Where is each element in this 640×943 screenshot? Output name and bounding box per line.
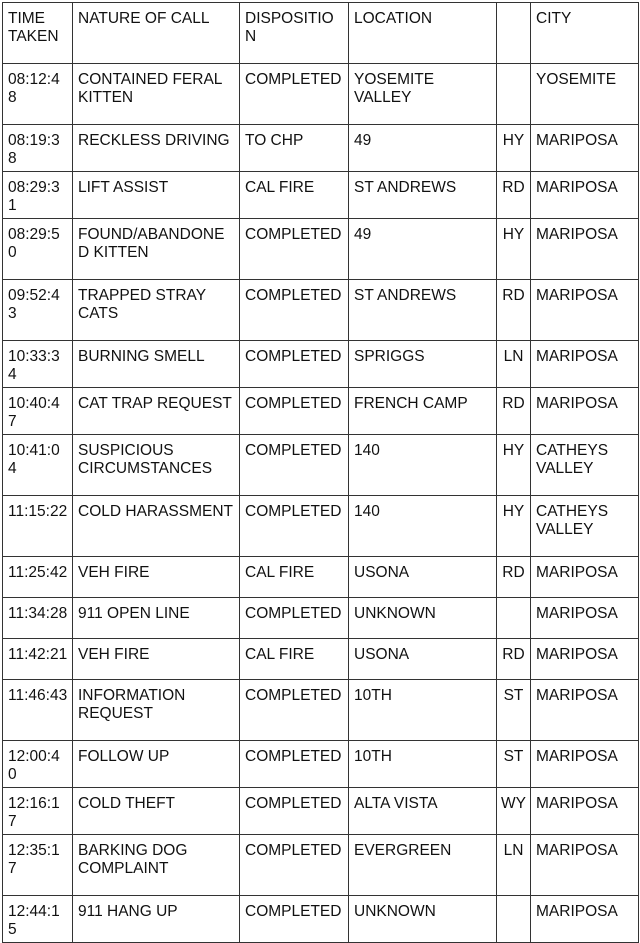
cell-location: ST ANDREWS — [349, 280, 497, 341]
cell-location: USONA — [349, 557, 497, 598]
table-row — [3, 496, 639, 557]
cell-location: 49 — [349, 125, 497, 172]
cell-nature-of-call: 911 OPEN LINE — [73, 598, 240, 639]
cell-time-taken: 12:16:17 — [3, 788, 73, 835]
cell-street-suffix: ST — [497, 680, 531, 741]
cell-city: MARIPOSA — [531, 896, 639, 943]
cell-nature-of-call: VEH FIRE — [73, 639, 240, 680]
cell-street-suffix: WY — [497, 788, 531, 835]
cell-location: YOSEMITE VALLEY — [349, 64, 497, 125]
cell-street-suffix: HY — [497, 219, 531, 280]
cell-city: CATHEYS VALLEY — [531, 435, 639, 496]
table-row — [3, 557, 639, 598]
table-row — [3, 788, 639, 835]
cell-city: MARIPOSA — [531, 125, 639, 172]
cell-nature-of-call: LIFT ASSIST — [73, 172, 240, 219]
cell-time-taken: 08:29:31 — [3, 172, 73, 219]
cell-street-suffix: RD — [497, 557, 531, 598]
header-location: LOCATION — [349, 3, 497, 64]
cell-location: USONA — [349, 639, 497, 680]
table-header — [3, 3, 639, 64]
header-disposition: DISPOSITION — [240, 3, 349, 64]
cell-location: ALTA VISTA — [349, 788, 497, 835]
cell-nature-of-call: FOLLOW UP — [73, 741, 240, 788]
cell-nature-of-call: SUSPICIOUS CIRCUMSTANCES — [73, 435, 240, 496]
cell-city: CATHEYS VALLEY — [531, 496, 639, 557]
cell-city: MARIPOSA — [531, 788, 639, 835]
table-row — [3, 172, 639, 219]
table-row — [3, 896, 639, 943]
cell-time-taken: 12:00:40 — [3, 741, 73, 788]
cell-nature-of-call: RECKLESS DRIVING — [73, 125, 240, 172]
cell-street-suffix: ST — [497, 741, 531, 788]
cell-disposition: CAL FIRE — [240, 639, 349, 680]
cell-nature-of-call: BARKING DOG COMPLAINT — [73, 835, 240, 896]
cell-time-taken: 08:29:50 — [3, 219, 73, 280]
table-row — [3, 680, 639, 741]
cell-nature-of-call: COLD HARASSMENT — [73, 496, 240, 557]
cell-location: 140 — [349, 496, 497, 557]
cell-location: UNKNOWN — [349, 896, 497, 943]
cell-city: MARIPOSA — [531, 172, 639, 219]
table-row — [3, 341, 639, 388]
table-row — [3, 125, 639, 172]
table-row — [3, 64, 639, 125]
cell-disposition: CAL FIRE — [240, 557, 349, 598]
cell-city: MARIPOSA — [531, 388, 639, 435]
table-row — [3, 835, 639, 896]
cell-disposition: COMPLETED — [240, 680, 349, 741]
cell-street-suffix — [497, 896, 531, 943]
cell-nature-of-call: COLD THEFT — [73, 788, 240, 835]
cell-nature-of-call: 911 HANG UP — [73, 896, 240, 943]
cell-location: EVERGREEN — [349, 835, 497, 896]
cell-city: MARIPOSA — [531, 741, 639, 788]
header-row — [3, 3, 639, 64]
cell-time-taken: 12:35:17 — [3, 835, 73, 896]
table-row — [3, 388, 639, 435]
cell-disposition: COMPLETED — [240, 896, 349, 943]
cell-nature-of-call: VEH FIRE — [73, 557, 240, 598]
cell-street-suffix: RD — [497, 280, 531, 341]
cell-disposition: COMPLETED — [240, 280, 349, 341]
cell-time-taken: 11:15:22 — [3, 496, 73, 557]
cell-street-suffix: HY — [497, 496, 531, 557]
cell-city: MARIPOSA — [531, 219, 639, 280]
cell-time-taken: 08:12:48 — [3, 64, 73, 125]
cell-city: MARIPOSA — [531, 598, 639, 639]
cell-street-suffix: LN — [497, 835, 531, 896]
cell-location: UNKNOWN — [349, 598, 497, 639]
cell-street-suffix: RD — [497, 388, 531, 435]
cell-street-suffix — [497, 598, 531, 639]
cell-disposition: COMPLETED — [240, 598, 349, 639]
cell-city: MARIPOSA — [531, 557, 639, 598]
cell-disposition: COMPLETED — [240, 741, 349, 788]
cell-city: YOSEMITE — [531, 64, 639, 125]
table-row — [3, 741, 639, 788]
cell-street-suffix — [497, 64, 531, 125]
call-log-table — [2, 2, 639, 943]
cell-nature-of-call: INFORMATION REQUEST — [73, 680, 240, 741]
cell-time-taken: 10:41:04 — [3, 435, 73, 496]
cell-disposition: COMPLETED — [240, 388, 349, 435]
cell-location: 49 — [349, 219, 497, 280]
cell-time-taken: 09:52:43 — [3, 280, 73, 341]
cell-street-suffix: RD — [497, 172, 531, 219]
cell-city: MARIPOSA — [531, 341, 639, 388]
cell-time-taken: 11:34:28 — [3, 598, 73, 639]
cell-street-suffix: LN — [497, 341, 531, 388]
table-row — [3, 435, 639, 496]
cell-disposition: COMPLETED — [240, 64, 349, 125]
cell-city: MARIPOSA — [531, 639, 639, 680]
table-row — [3, 598, 639, 639]
cell-nature-of-call: CONTAINED FERAL KITTEN — [73, 64, 240, 125]
cell-disposition: COMPLETED — [240, 788, 349, 835]
cell-location: SPRIGGS — [349, 341, 497, 388]
cell-disposition: COMPLETED — [240, 835, 349, 896]
table-body — [3, 64, 639, 943]
header-street-suffix — [497, 3, 531, 64]
cell-location: 10TH — [349, 741, 497, 788]
header-nature-of-call: NATURE OF CALL — [73, 3, 240, 64]
cell-location: 10TH — [349, 680, 497, 741]
cell-disposition: CAL FIRE — [240, 172, 349, 219]
cell-time-taken: 11:46:43 — [3, 680, 73, 741]
cell-time-taken: 10:40:47 — [3, 388, 73, 435]
cell-disposition: COMPLETED — [240, 435, 349, 496]
cell-street-suffix: HY — [497, 125, 531, 172]
cell-location: FRENCH CAMP — [349, 388, 497, 435]
cell-nature-of-call: FOUND/ABANDONED KITTEN — [73, 219, 240, 280]
table-row — [3, 280, 639, 341]
cell-disposition: COMPLETED — [240, 219, 349, 280]
cell-time-taken: 10:33:34 — [3, 341, 73, 388]
cell-disposition: COMPLETED — [240, 341, 349, 388]
table-row — [3, 639, 639, 680]
header-city: CITY — [531, 3, 639, 64]
cell-location: 140 — [349, 435, 497, 496]
cell-street-suffix: RD — [497, 639, 531, 680]
cell-time-taken: 08:19:38 — [3, 125, 73, 172]
header-time-taken: TIME TAKEN — [3, 3, 73, 64]
cell-city: MARIPOSA — [531, 680, 639, 741]
cell-time-taken: 12:44:15 — [3, 896, 73, 943]
cell-street-suffix: HY — [497, 435, 531, 496]
cell-city: MARIPOSA — [531, 835, 639, 896]
cell-location: ST ANDREWS — [349, 172, 497, 219]
cell-time-taken: 11:42:21 — [3, 639, 73, 680]
cell-disposition: TO CHP — [240, 125, 349, 172]
cell-nature-of-call: TRAPPED STRAY CATS — [73, 280, 240, 341]
cell-city: MARIPOSA — [531, 280, 639, 341]
cell-nature-of-call: BURNING SMELL — [73, 341, 240, 388]
table-row — [3, 219, 639, 280]
cell-disposition: COMPLETED — [240, 496, 349, 557]
cell-nature-of-call: CAT TRAP REQUEST — [73, 388, 240, 435]
cell-time-taken: 11:25:42 — [3, 557, 73, 598]
